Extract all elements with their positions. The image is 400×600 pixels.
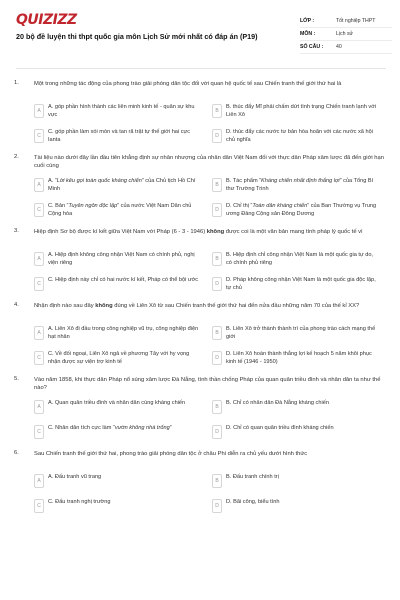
option-text: C. Bản “Tuyên ngôn độc lập” của nước Việt Nam Dân chủ Cộng hòa: [48, 203, 192, 217]
answer-option-a[interactable]: [34, 101, 204, 121]
option-text: B. Tác phẩm “Kháng chiến nhất định thắng lợi” của Tổng Bí thư Trường Trinh: [226, 178, 374, 192]
option-letter-badge: B: [212, 400, 222, 414]
header-divider: [16, 68, 386, 69]
option-letter-badge: A: [34, 474, 44, 488]
answer-option-b[interactable]: [212, 101, 382, 121]
answer-option-d[interactable]: [212, 348, 382, 368]
option-text: C. Về đối ngoại, Liên Xô ngả về phương Tây với hy vọng nhận được sự viện trợ kinh tế: [48, 351, 190, 365]
answer-option-c[interactable]: [34, 126, 204, 146]
question-text: Vào năm 1858, khi thực dân Pháp nổ súng xâm lược Đà Nẵng, tình thần chống Pháp của quan quân triều đình và nhân dân ta như thế nào?: [34, 377, 381, 391]
document-meta: [300, 15, 392, 54]
question-text: Sau Chiến tranh thế giới thứ hai, phong trào giải phóng dân tộc ở châu Phi diễn ra chủ yếu dưới hình thức: [34, 451, 308, 457]
question-item: [0, 228, 400, 294]
answer-option-a[interactable]: [34, 397, 204, 417]
option-text: B. thúc đẩy Mĩ phải chấm dứt tình trạng Chiến tranh lạnh với Liên Xô: [226, 104, 377, 118]
answer-option-c[interactable]: [34, 422, 204, 442]
question-number: 6.: [14, 450, 19, 456]
option-text: D. Chỉ có quan quân triều đình kháng chiến: [226, 425, 334, 431]
option-text: B. Đấu tranh chính trị: [226, 474, 279, 480]
option-letter-badge: A: [34, 178, 44, 192]
option-letter-badge: A: [34, 326, 44, 340]
question-item: [0, 450, 400, 516]
meta-row: [300, 28, 392, 41]
answer-option-c[interactable]: [34, 200, 204, 220]
answer-options: [34, 397, 386, 442]
option-letter-badge: B: [212, 178, 222, 192]
option-letter-badge: A: [34, 400, 44, 414]
question-text: Một trong những tác động của phong trào giải phóng dân tộc đối với quan hệ quốc tế sau Chiến tranh thế giới thứ hai là: [34, 81, 342, 87]
meta-value: Lịch sử: [336, 31, 354, 37]
question-number: 4.: [14, 302, 19, 308]
answer-option-b[interactable]: [212, 397, 382, 417]
answer-options: [34, 323, 386, 368]
question-item: [0, 80, 400, 146]
answer-option-b[interactable]: [212, 323, 382, 343]
answer-options: [34, 101, 386, 146]
option-text: D. Liên Xô hoàn thành thắng lợi kế hoạch 5 năm khôi phục kinh tế (1946 - 1950): [226, 351, 372, 365]
meta-label: SỐ CÂU :: [300, 44, 324, 50]
option-text: A. góp phần hình thành các liên minh kinh tế - quân sự khu vực: [48, 104, 195, 118]
question-number: 2.: [14, 154, 19, 160]
option-letter-badge: D: [212, 277, 222, 291]
option-text: C. góp phần làm xói mòn và tan rã trật tự thế giới hai cực Ianta: [48, 129, 191, 143]
option-text: D. Pháp không công nhận Việt Nam là một quốc gia độc lập, tự chủ: [226, 277, 376, 291]
answer-option-d[interactable]: [212, 200, 382, 220]
meta-row: [300, 41, 392, 54]
option-letter-badge: B: [212, 252, 222, 266]
answer-option-a[interactable]: [34, 249, 204, 269]
option-text: A. Liên Xô đi đầu trong công nghiệp vũ trụ, công nghiệp điện hạt nhân: [48, 326, 199, 340]
option-text: A. Đấu tranh vũ trang: [48, 474, 102, 480]
option-letter-badge: D: [212, 499, 222, 513]
answer-option-d[interactable]: [212, 274, 382, 294]
question-number: 5.: [14, 376, 19, 382]
option-text: A. “Lời kêu gọi toàn quốc kháng chiến” của Chủ tịch Hồ Chí Minh: [48, 178, 196, 192]
option-letter-badge: C: [34, 277, 44, 291]
option-letter-badge: D: [212, 425, 222, 439]
option-letter-badge: B: [212, 326, 222, 340]
document-title: 20 bộ đề luyện thi thpt quốc gia môn Lịch Sử mới nhất có đáp án (P19): [16, 32, 258, 41]
option-text: A. Quan quân triều đình và nhân dân cùng kháng chiến: [48, 400, 186, 406]
option-letter-badge: D: [212, 129, 222, 143]
option-text: A. Hiệp định không công nhận Việt Nam có chính phủ, nghị viện riêng: [48, 252, 195, 266]
option-text: B. Chỉ có nhân dân Đà Nẵng kháng chiến: [226, 400, 329, 406]
question-item: [0, 302, 400, 368]
option-letter-badge: C: [34, 499, 44, 513]
option-letter-badge: C: [34, 425, 44, 439]
answer-option-c[interactable]: [34, 348, 204, 368]
meta-row: [300, 15, 392, 28]
answer-option-a[interactable]: [34, 175, 204, 195]
option-letter-badge: A: [34, 104, 44, 118]
question-text: Hiệp định Sơ bộ được kí kết giữa Việt Nam với Pháp (6 - 3 - 1946) không được coi là một văn bản mang tính pháp lý quốc tế vì: [34, 229, 363, 235]
question-number: 1.: [14, 80, 19, 86]
answer-option-b[interactable]: [212, 471, 382, 491]
answer-options: [34, 249, 386, 294]
question-text: Tài liệu nào dưới đây lần đầu tiên khẳng định sự nhân nhượng của nhân dân Việt Nam đối với thực dân Pháp xâm lược đã đến giới hạn cuối cùng: [34, 155, 384, 169]
answer-option-a[interactable]: [34, 323, 204, 343]
meta-value: 40: [336, 44, 342, 50]
answer-options: [34, 175, 386, 220]
question-number: 3.: [14, 228, 19, 234]
meta-label: LỚP :: [300, 18, 315, 24]
option-text: D. Chỉ thị “Toàn dân kháng chiến” của Ban Thường vụ Trung ương Đảng Cộng sản Đông Dương: [226, 203, 377, 217]
question-text: Nhận định nào sau đây không đúng về Liên Xô từ sau Chiến tranh thế giới thứ hai đến nửa đầu những năm 70 của thế kỉ XX?: [34, 303, 360, 309]
answer-option-a[interactable]: [34, 471, 204, 491]
answer-option-c[interactable]: [34, 496, 204, 516]
answer-options: [34, 471, 386, 516]
question-item: [0, 154, 400, 220]
answer-option-d[interactable]: [212, 126, 382, 146]
answer-option-d[interactable]: [212, 422, 382, 442]
option-letter-badge: C: [34, 351, 44, 365]
question-list: [0, 80, 400, 524]
answer-option-c[interactable]: [34, 274, 204, 294]
option-text: C. Nhân dân tích cực làm “vườn không nhà trống”: [48, 425, 172, 431]
option-text: B. Liên Xô trở thành thành trì của phong trào cách mạng thế giới: [226, 326, 376, 340]
option-text: D. Bãi công, biểu tình: [226, 499, 280, 505]
answer-option-b[interactable]: [212, 175, 382, 195]
option-text: C. Hiệp định này chỉ có hai nước kí kết, Pháp có thể bội ước: [48, 277, 199, 283]
document-header: [0, 0, 400, 66]
option-text: B. Hiệp định chỉ công nhận Việt Nam là một quốc gia tự do, có chính phủ riêng: [226, 252, 373, 266]
option-letter-badge: D: [212, 203, 222, 217]
option-letter-badge: C: [34, 203, 44, 217]
option-letter-badge: C: [34, 129, 44, 143]
quizizz-logo: QUIZIZZ: [16, 12, 77, 28]
meta-label: MÔN :: [300, 31, 316, 37]
option-letter-badge: A: [34, 252, 44, 266]
option-letter-badge: D: [212, 351, 222, 365]
question-item: [0, 376, 400, 442]
option-letter-badge: B: [212, 474, 222, 488]
answer-option-d[interactable]: [212, 496, 382, 516]
meta-value: Tốt nghiệp THPT: [336, 18, 376, 24]
option-text: D. thúc đẩy các nước tư bản hòa hoãn với các nước xã hội chủ nghĩa: [226, 129, 373, 143]
answer-option-b[interactable]: [212, 249, 382, 269]
option-letter-badge: B: [212, 104, 222, 118]
option-text: C. Đấu tranh nghị trường: [48, 499, 111, 505]
